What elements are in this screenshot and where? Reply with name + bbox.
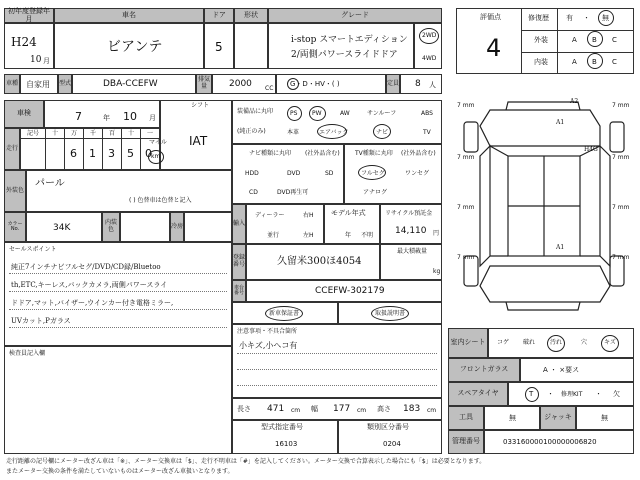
new-warranty-cell: [232, 302, 338, 324]
doors-header: ドア: [204, 8, 234, 23]
seat-burn: コゲ: [497, 339, 510, 346]
type-no-cell: [232, 420, 338, 454]
registration-no-cell: [246, 244, 380, 280]
repair-history-label: 修復歴: [528, 14, 549, 22]
exterior-option-c: C: [612, 36, 617, 44]
model-cell: [72, 74, 196, 94]
control-no-header: 管理番号: [448, 430, 484, 454]
exterior-color-cell: [26, 170, 232, 212]
recycle-value: 14,110: [395, 226, 427, 236]
mileage-digit-2: 1: [89, 147, 96, 160]
import-header: 輸入: [232, 204, 246, 244]
seat-scratch: キズ: [604, 339, 616, 346]
car-name-value: ビアンテ: [107, 39, 163, 55]
interior-option-b: B: [592, 58, 597, 66]
mileage-digit-3: 3: [108, 147, 115, 160]
vehicle-damage-diagram: [450, 96, 638, 322]
digit-head-10: 十: [128, 130, 135, 137]
class-no-cell: [338, 420, 442, 454]
shape-header: 形状: [234, 8, 268, 23]
tv-type-label: TV種類に丸印: [355, 150, 393, 157]
digit-head-10k: 万: [71, 130, 78, 137]
type-no-label: 型式指定番号: [261, 423, 303, 431]
height-label: 高さ: [377, 405, 391, 413]
car-name-header: 車名: [54, 8, 204, 23]
notes-cell: [232, 324, 442, 398]
capacity-value: 8: [415, 79, 421, 89]
navi-hdd: HDD: [245, 170, 259, 177]
recycle-unit: 円: [433, 230, 440, 237]
width-value: 177: [333, 404, 351, 414]
repair-option-no: 無: [602, 14, 609, 22]
registration-month: 10: [30, 55, 42, 65]
displacement-value: 2000: [229, 79, 252, 89]
drive-2wd: 2WD: [422, 32, 437, 39]
interior-seat-header: 室内シート: [448, 328, 488, 358]
interior-option-a: A: [572, 58, 577, 66]
capacity-unit: 人: [429, 81, 436, 89]
exterior-color-value: パール: [35, 178, 65, 189]
drive-4wd: 4WD: [422, 55, 437, 62]
capacity-cell: [400, 74, 442, 94]
interior-color-cell: [120, 212, 170, 242]
length-label: 長さ: [237, 405, 251, 413]
spare-tire-sep-1: ・: [547, 390, 554, 398]
equip-navi: ナビ: [376, 129, 389, 136]
repair-option-yes: 有: [566, 14, 573, 22]
coolant-cell: [184, 212, 232, 242]
inspection-month-unit: 月: [149, 114, 156, 122]
spare-tire-cell: [508, 382, 634, 406]
spare-tire-header: スペアタイヤ: [448, 382, 508, 406]
digit-head-1: 一: [147, 130, 154, 137]
model-year-unknown: 不明: [361, 232, 374, 239]
handle-left: 左H: [303, 232, 314, 239]
diagram-right-label-3: 7 mm: [612, 204, 630, 211]
navi-cd: CD: [249, 189, 258, 196]
first-registration-cell: [4, 23, 54, 69]
tv-type-note: (社外品含む): [401, 150, 436, 157]
repair-option-separator: ・: [583, 14, 590, 22]
grade-header: グレード: [268, 8, 442, 23]
equip-aw: AW: [340, 110, 350, 117]
class-no-value: 0204: [383, 440, 401, 448]
navi-dvd: DVD: [287, 170, 301, 177]
footer-note-1: 走行距離の記号欄にメーター改ざん車は「※」、メーター交換車は「$」、走行不明車は「#」を記入してください。メーター交換で合算表示した場合にも「$」は必要となります。: [6, 458, 486, 465]
seat-hole: 穴: [581, 339, 588, 346]
mileage-digit-5: 0: [145, 147, 152, 160]
new-warranty-label: 新車保証書: [269, 310, 300, 317]
import-cell: [246, 204, 324, 244]
mileage-digit-4: 5: [127, 147, 134, 160]
damage-mark-a2: A2: [570, 98, 579, 105]
tools-value: 無: [509, 414, 516, 422]
chassis-cell: [246, 280, 442, 302]
shift-value: IAT: [189, 134, 208, 148]
interior-color-header: 内装色: [102, 212, 120, 242]
control-no-value: 033160000100000006820: [503, 438, 597, 446]
spare-tire-sep-2: ・: [595, 390, 602, 398]
jack-header: ジャッキ: [540, 406, 576, 430]
registration-no-header: 登録番号: [232, 244, 246, 280]
tv-type-cell: [344, 144, 442, 204]
shape-cell: [234, 23, 268, 69]
digit-head-1k: 千: [90, 130, 97, 137]
chassis-header: 車台番号: [232, 280, 246, 302]
capacity-header: 定員: [386, 74, 400, 94]
exterior-option-a: A: [572, 36, 577, 44]
fuel-cell: [276, 74, 386, 94]
model-year-unit: 年: [345, 232, 352, 239]
registration-type-cell: [20, 74, 58, 94]
spare-tire-missing: 欠: [613, 390, 620, 398]
drive-cell: [414, 23, 442, 69]
color-change-note: ( ) 色替車は色替と記入: [129, 197, 192, 204]
manual-cell: [338, 302, 442, 324]
grade-cell: [268, 23, 414, 69]
mileage-digit-1: 6: [70, 147, 77, 160]
footer-note-2: またメーター交換の条件を満たしていないものはメーター改ざん車扱いとなります。: [6, 468, 234, 475]
sales-points-cell: [4, 242, 232, 346]
inspection-cell: [44, 100, 160, 128]
inspector-label: 検査員記入欄: [9, 350, 46, 357]
diagram-right-label-1: 7 mm: [612, 102, 630, 109]
model-year-cell: [324, 204, 380, 244]
sales-point-line-4: UVカット,Pガラス: [11, 317, 71, 325]
genuine-label: (純正のみ): [237, 128, 266, 135]
equip-tv: TV: [423, 129, 431, 136]
tools-cell: [484, 406, 540, 430]
mileage-unit: km: [151, 153, 161, 160]
height-unit: cm: [427, 407, 437, 414]
exterior-label: 外装: [534, 36, 548, 44]
seat-tear: 破れ: [523, 339, 536, 346]
registration-plate-value: 久留米300ほ4054: [277, 256, 362, 267]
front-glass-cell: [520, 358, 634, 382]
navi-dvd-play: DVD再生可: [277, 189, 309, 196]
score-value: 4: [486, 34, 502, 62]
notes-value: 小キズ,小ヘコ有: [239, 341, 298, 350]
displacement-cell: [212, 74, 276, 94]
length-unit: cm: [291, 407, 301, 414]
equip-sunroof: サンルーフ: [367, 110, 397, 117]
mile-label: マイル: [149, 139, 167, 146]
tools-header: 工具: [448, 406, 484, 430]
diagram-left-label-1: 7 mm: [457, 102, 475, 109]
equip-pw: PW: [312, 110, 322, 117]
damage-mark-a1-rear: A1: [556, 244, 565, 251]
registration-type-value: 自家用: [26, 80, 50, 89]
tv-fullseg: フルセグ: [361, 170, 385, 177]
class-no-label: 類別区分番号: [367, 423, 409, 431]
equip-leather: 本革: [287, 129, 300, 136]
equipment-cell: [232, 100, 442, 144]
grade-line-1: i-stop スマートエディション: [291, 35, 408, 45]
color-no-value: 34K: [53, 223, 71, 233]
model-code-value: DBA-CCEFW: [103, 79, 158, 89]
sales-points-label: セールスポイント: [9, 246, 57, 253]
interior-option-c: C: [612, 58, 617, 66]
doors-value: 5: [215, 40, 223, 54]
grade-line-2: 2/両側パワースライドドア: [291, 50, 398, 60]
navi-type-cell: [232, 144, 344, 204]
inspector-cell: [4, 346, 232, 454]
vehicle-type-header: 車種: [4, 74, 20, 94]
equip-ps: PS: [290, 110, 298, 117]
shift-cell: [160, 100, 232, 170]
manual-label: 取扱説明書: [375, 310, 406, 317]
digit-head-100: 百: [109, 130, 116, 137]
color-no-header: カラーNo.: [4, 212, 26, 242]
sales-point-line-1: 純正7インチナビフルセグ/DVD/CD録/Bluetoo: [11, 263, 161, 271]
equipment-label: 装備品に丸印: [237, 108, 274, 115]
interior-seat-cell: [488, 328, 634, 358]
navi-sd: SD: [325, 170, 334, 177]
width-label: 幅: [311, 405, 318, 413]
chassis-value: CCEFW-302179: [315, 286, 385, 296]
max-payload-label: 最大積載量: [397, 248, 428, 255]
sales-point-line-2: th,ETC,キーレス,バックカメラ,両側パワースライ: [11, 281, 168, 289]
dimensions-cell: [232, 398, 442, 420]
inspection-month: 10: [123, 110, 137, 123]
odometer-header: 走行: [4, 128, 20, 170]
registration-era-year: H24: [11, 35, 37, 49]
diagram-right-label-2: 7 mm: [612, 154, 630, 161]
model-header: 型式: [58, 74, 72, 94]
fuel-options: G・D・HV・( ): [290, 80, 340, 88]
diagram-right-label-4: 7 mm: [612, 254, 630, 261]
digit-head-100k: 十: [52, 130, 59, 137]
handle-right: 右H: [303, 212, 314, 219]
interior-label: 内装: [534, 58, 548, 66]
max-payload-cell: [380, 244, 442, 280]
diagram-left-label-2: 7 mm: [457, 154, 475, 161]
seat-stain: 汚れ: [550, 339, 563, 346]
tv-oneseg: ワンセグ: [405, 170, 430, 177]
diagram-left-label-4: 7 mm: [457, 254, 475, 261]
import-parallel: 並行: [267, 232, 280, 239]
navi-type-note: (社外品含む): [305, 150, 340, 157]
exterior-color-header: 外装色: [4, 170, 26, 212]
displacement-unit: CC: [265, 85, 274, 92]
inspection-year: 7: [75, 110, 82, 123]
equip-airbag: エアバック: [319, 129, 349, 136]
equip-abs: ABS: [421, 110, 433, 117]
registration-month-unit: 月: [43, 57, 50, 65]
recycle-label: リサイクル預託金: [385, 210, 433, 217]
displacement-header: 排気量: [196, 74, 212, 94]
color-no-cell: [26, 212, 102, 242]
inspection-header: 車検: [4, 100, 44, 128]
damage-mark-a1-front: A1: [556, 119, 565, 126]
jack-cell: [576, 406, 634, 430]
first-registration-header: 初年度登録年月: [4, 8, 54, 23]
coolant-header: 冷房: [170, 212, 184, 242]
front-glass-header: フロントガラス: [448, 358, 520, 382]
sales-point-line-3: ドドア,マット,バイザー,ウインカー付き電格ミラー,: [11, 299, 174, 307]
navi-type-label: ナビ種類に丸印: [249, 150, 292, 157]
digit-head-symbol: 記号: [27, 130, 40, 137]
type-no-value: 16103: [275, 440, 298, 448]
max-payload-unit: kg: [433, 268, 441, 275]
odometer-cell: [20, 128, 160, 170]
car-name-cell: [54, 23, 204, 69]
exterior-option-b: B: [592, 36, 597, 44]
model-year-label: モデル年式: [331, 209, 366, 217]
shift-label: シフト: [191, 102, 210, 109]
height-value: 183: [403, 404, 421, 414]
length-value: 471: [267, 404, 285, 414]
import-dealer: ディーラー: [255, 212, 285, 219]
spare-tire-repair-kit: 修理KIT: [561, 391, 583, 398]
recycle-cell: [380, 204, 442, 244]
notes-label: 注意事項・不具合箇所: [237, 328, 298, 335]
front-glass-value: A ・ ×要ス: [543, 366, 580, 374]
doors-cell: [204, 23, 234, 69]
diagram-left-label-3: 7 mm: [457, 204, 475, 211]
score-label: 評価点: [480, 13, 501, 21]
control-no-cell: [484, 430, 634, 454]
jack-value: 無: [601, 414, 608, 422]
damage-mark-h4g: H4G: [584, 146, 598, 153]
tv-analog: アナログ: [363, 189, 388, 196]
width-unit: cm: [357, 407, 367, 414]
spare-tire-t: T: [529, 390, 534, 398]
inspection-year-unit: 年: [103, 114, 110, 122]
